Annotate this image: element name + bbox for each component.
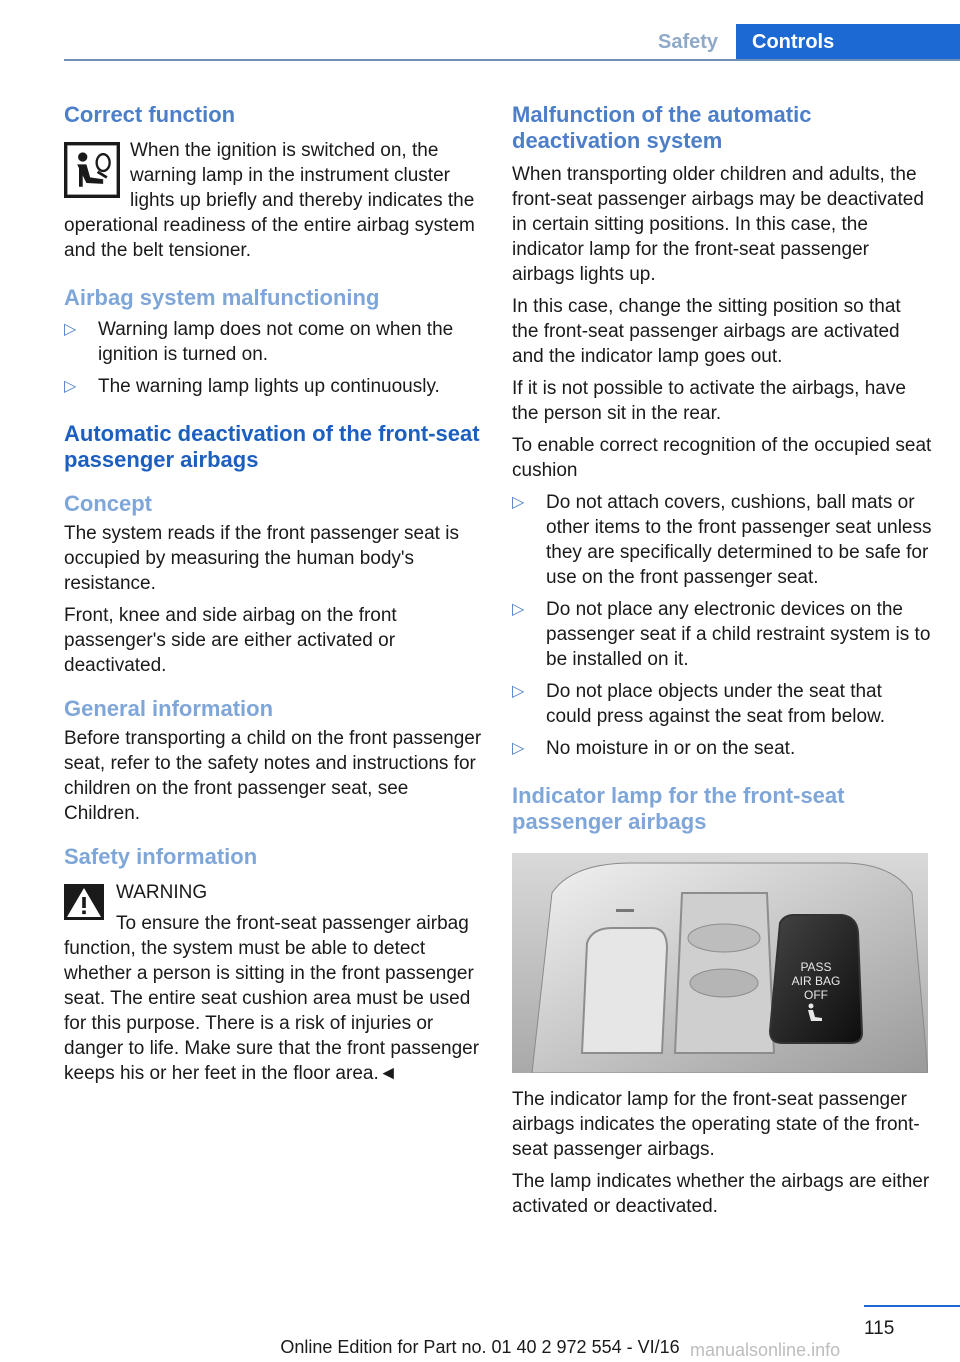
heading-malfunction-auto-deactivation: Malfunction of the automatic deactivation system <box>512 102 812 153</box>
heading-airbag-malfunction: Airbag system malfunctioning <box>64 285 380 310</box>
malfunction-paragraph-3: If it is not possible to activate the airbags, have the person sit in the rear. <box>512 378 906 424</box>
heading-concept: Concept <box>64 491 152 516</box>
triangle-bullet-icon: ▷ <box>64 378 77 395</box>
concept-paragraph-1: The system reads if the front passenger seat is occupied by measuring the human body's resistance. <box>64 523 459 594</box>
triangle-bullet-icon: ▷ <box>512 601 525 618</box>
heading-correct-function: Correct function <box>64 102 236 127</box>
lamp-label-line3: OFF <box>804 988 828 1002</box>
list-item: ▷ The warning lamp lights up continuously. <box>64 376 440 397</box>
malfunction-list <box>64 317 482 399</box>
watermark: manualsonline.info <box>690 1340 841 1360</box>
indicator-paragraph-2: The lamp indicates whether the airbags are either activated or deactivated. <box>512 1171 930 1217</box>
list-item: ▷ No moisture in or on the seat. <box>512 738 796 759</box>
indicator-paragraph-1: The indicator lamp for the front-seat passenger airbags indicates the operating state of the front-seat passenger airbags. <box>512 1089 920 1160</box>
general-paragraph: Before transporting a child on the front passenger seat, refer to the safety notes and instructions for children on the front passenger seat, see Children. <box>64 728 482 824</box>
heading-indicator-lamp: Indicator lamp for the front-seat passenger airbags <box>512 783 845 834</box>
correct-function-text: When the ignition is switched on, the warning lamp in the instrument cluster lights up briefly and thereby indicates the operational readiness of the entire airbag system and the belt tensioner. <box>64 140 475 261</box>
warning-block <box>64 880 482 1086</box>
footer-rule <box>864 1305 960 1307</box>
malfunction-paragraph-2: In this case, change the sitting position so that the front-seat passenger airbags are activated and the indicator lamp goes out. <box>512 296 901 367</box>
page-number: 115 <box>864 1318 895 1339</box>
warning-text: To ensure the front-seat passenger airbag function, the system must be able to detect whether a person is sitting in the front passenger seat. The entire seat cushion area must be used for this purpose. There is a risk of injuries or danger to life. Make sure that the front passenger keeps his or her feet in the floor area.◄ <box>64 913 480 1084</box>
airbag-warning-icon <box>64 142 120 198</box>
warning-title: WARNING <box>116 882 208 903</box>
triangle-bullet-icon: ▷ <box>512 740 525 757</box>
malfunction-paragraph-4: To enable correct recognition of the occupied seat cushion <box>512 435 932 481</box>
header-tab-controls[interactable]: Controls <box>736 24 960 61</box>
lamp-label-line2: AIR BAG <box>791 974 841 988</box>
header-tab-safety[interactable]: Safety <box>657 31 719 53</box>
list-item: ▷ Warning lamp does not come on when the ignition is turned on. <box>64 319 454 365</box>
triangle-bullet-icon: ▷ <box>512 494 525 511</box>
concept-paragraph-2: Front, knee and side airbag on the front passenger's side are either activated or deactivated. <box>64 605 397 676</box>
warning-triangle-icon <box>64 884 104 920</box>
heading-safety-information: Safety information <box>64 844 258 869</box>
list-item: ▷ Do not attach covers, cushions, ball mats or other items to the front passenger seat unless they are specifically determined to be safe for use on the front passenger seat. <box>512 492 932 588</box>
heading-general-information: General information <box>64 696 274 721</box>
list-item: ▷ Do not place any electronic devices on the passenger seat if a child restraint system is to be installed on it. <box>512 599 931 670</box>
seat-cushion-list <box>512 490 932 761</box>
lamp-label-line1: PASS <box>800 960 832 974</box>
header-rule <box>64 59 960 61</box>
triangle-bullet-icon: ▷ <box>512 683 525 700</box>
footer-edition: Online Edition for Part no. 01 40 2 972 554 - VI/16 <box>280 1337 680 1357</box>
malfunction-paragraph-1: When transporting older children and adults, the front-seat passenger airbags may be deactivated in certain sitting positions. In this case, the indicator lamp for the front-seat passenger airbags lights up. <box>512 164 924 285</box>
heading-auto-deactivation: Automatic deactivation of the front-seat passenger airbags <box>64 421 480 472</box>
indicator-lamp-photo <box>512 853 928 1073</box>
right-column <box>512 102 932 1226</box>
list-item: ▷ Do not place objects under the seat that could press against the seat from below. <box>512 681 886 727</box>
correct-function-block <box>64 138 482 263</box>
left-column <box>64 102 482 1093</box>
triangle-bullet-icon: ▷ <box>64 321 77 338</box>
